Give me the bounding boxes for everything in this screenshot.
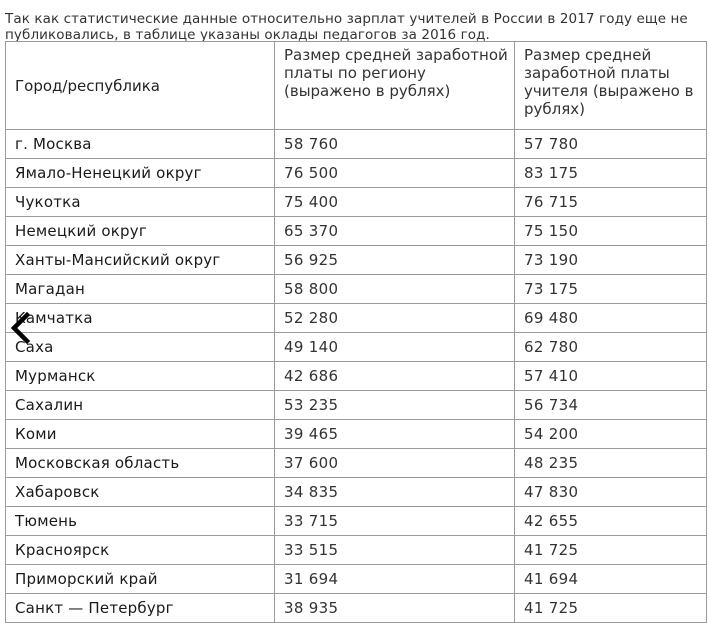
- city-cell: Приморский край: [6, 565, 275, 594]
- header-row: [6, 42, 707, 130]
- city-cell: Камчатка: [6, 304, 275, 333]
- region-salary-cell: 65 370: [275, 217, 515, 246]
- header-city: Город/республика: [6, 42, 275, 130]
- teacher-salary-cell: 62 780: [515, 333, 707, 362]
- table-row: [6, 246, 707, 275]
- city-cell: Московская область: [6, 449, 275, 478]
- table-row: [6, 159, 707, 188]
- teacher-salary-cell: 56 734: [515, 391, 707, 420]
- region-salary-cell: 31 694: [275, 565, 515, 594]
- region-salary-cell: 34 835: [275, 478, 515, 507]
- table-row: [6, 565, 707, 594]
- teacher-salary-cell: 76 715: [515, 188, 707, 217]
- intro-text: Так как статистические данные относительно зарплат учителей в России в 2017 году еще не публиковались, в таблице указаны оклады педагогов за 2016 год.: [5, 10, 688, 43]
- teacher-salary-cell: 73 175: [515, 275, 707, 304]
- table-body: [6, 130, 707, 623]
- region-salary-cell: 37 600: [275, 449, 515, 478]
- table-row: [6, 333, 707, 362]
- city-cell: Сахалин: [6, 391, 275, 420]
- region-salary-cell: 39 465: [275, 420, 515, 449]
- teacher-salary-cell: 48 235: [515, 449, 707, 478]
- table-row: [6, 362, 707, 391]
- teacher-salary-cell: 41 725: [515, 536, 707, 565]
- table-header: [6, 42, 707, 130]
- table-row: [6, 507, 707, 536]
- region-salary-cell: 33 715: [275, 507, 515, 536]
- city-cell: Хабаровск: [6, 478, 275, 507]
- region-salary-cell: 76 500: [275, 159, 515, 188]
- region-salary-cell: 58 800: [275, 275, 515, 304]
- teacher-salary-cell: 69 480: [515, 304, 707, 333]
- region-salary-cell: 75 400: [275, 188, 515, 217]
- teacher-salary-cell: 83 175: [515, 159, 707, 188]
- city-cell: Красноярск: [6, 536, 275, 565]
- city-cell: Тюмень: [6, 507, 275, 536]
- table-row: [6, 594, 707, 623]
- teacher-salary-cell: 47 830: [515, 478, 707, 507]
- chevron-left-icon[interactable]: [8, 312, 34, 344]
- region-salary-cell: 49 140: [275, 333, 515, 362]
- city-cell: Немецкий округ: [6, 217, 275, 246]
- teacher-salary-cell: 57 780: [515, 130, 707, 159]
- table-row: [6, 391, 707, 420]
- region-salary-cell: 58 760: [275, 130, 515, 159]
- table-row: [6, 478, 707, 507]
- region-salary-cell: 38 935: [275, 594, 515, 623]
- table-row: [6, 536, 707, 565]
- city-cell: Магадан: [6, 275, 275, 304]
- salary-table: [5, 41, 707, 623]
- region-salary-cell: 53 235: [275, 391, 515, 420]
- teacher-salary-cell: 57 410: [515, 362, 707, 391]
- city-cell: Коми: [6, 420, 275, 449]
- table-row: [6, 304, 707, 333]
- table-row: [6, 420, 707, 449]
- teacher-salary-cell: 73 190: [515, 246, 707, 275]
- table-row: [6, 188, 707, 217]
- teacher-salary-cell: 41 694: [515, 565, 707, 594]
- header-region-salary: Размер средней заработной платы по региону (выражено в рублях): [275, 42, 515, 130]
- city-cell: Ханты-Мансийский округ: [6, 246, 275, 275]
- region-salary-cell: 33 515: [275, 536, 515, 565]
- city-cell: Саха: [6, 333, 275, 362]
- city-cell: Санкт — Петербург: [6, 594, 275, 623]
- table-row: [6, 130, 707, 159]
- city-cell: Чукотка: [6, 188, 275, 217]
- teacher-salary-cell: 41 725: [515, 594, 707, 623]
- teacher-salary-cell: 42 655: [515, 507, 707, 536]
- table-row: [6, 275, 707, 304]
- region-salary-cell: 56 925: [275, 246, 515, 275]
- teacher-salary-cell: 54 200: [515, 420, 707, 449]
- table-row: [6, 217, 707, 246]
- city-cell: Ямало-Ненецкий округ: [6, 159, 275, 188]
- header-teacher-salary: Размер средней заработной платы учителя (выражено в рублях): [515, 42, 707, 130]
- city-cell: г. Москва: [6, 130, 275, 159]
- region-salary-cell: 42 686: [275, 362, 515, 391]
- teacher-salary-cell: 75 150: [515, 217, 707, 246]
- region-salary-cell: 52 280: [275, 304, 515, 333]
- city-cell: Мурманск: [6, 362, 275, 391]
- table-row: [6, 449, 707, 478]
